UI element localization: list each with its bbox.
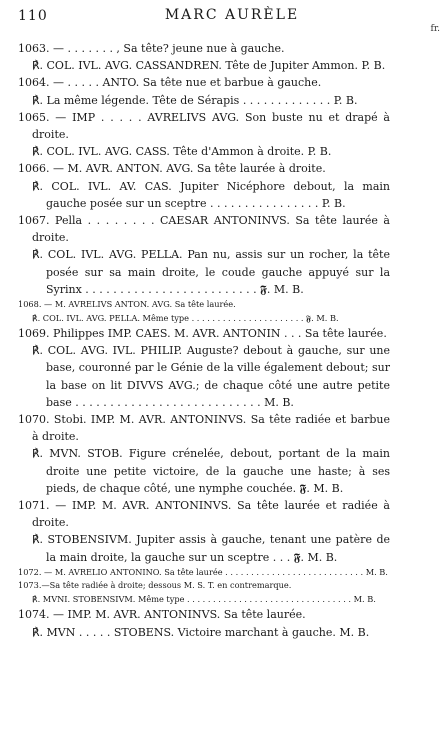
- catalogue-entries: [18, 40, 390, 641]
- reverse-description: ℟. La même légende. Tête de Sérapis . . . . . . . . . . . . . P. B.: [32, 93, 358, 107]
- reverse-description: ℟. MVN . . . . . STOBENS. Victoire marchant à gauche. M. B.: [32, 625, 370, 639]
- coin-entry: 1063. — . . . . . . . , Sa tête? jeune nue à gauche.: [18, 42, 285, 55]
- coin-entry: 1070. Stobi. IMP. M. AVR. ANTONINVS. Sa tête radiée et barbue à droite.: [18, 413, 390, 444]
- coin-entry: 1073.—Sa tête radiée à droite; dessous M. S. T. en contremarque.: [18, 580, 292, 591]
- coin-entry: 1069. Philippes IMP. CAES. M. AVR. ANTONIN . . . Sa tête laurée.: [18, 327, 387, 341]
- reverse-description: ℟. STOBENSIVM. Jupiter assis à gauche, tenant une patère de la main droite, la gauche sur un sceptre . . . 𝕱. M. B.: [32, 533, 390, 564]
- reverse-description: ℟. MVN. STOB. Figure crénelée, debout, portant de la main droite une petite victoire, de la gauche une haste; à ses pieds, de chaque côté, une nymphe couchée. 𝕱. M. B.: [32, 447, 390, 495]
- page-header: [18, 6, 446, 28]
- coin-entry: 1074. — IMP. M. AVR. ANTONINVS. Sa tête laurée.: [18, 608, 306, 622]
- coin-entry: 1064. — . . . . . ANTO. Sa tête nue et barbue à gauche.: [18, 76, 322, 90]
- coin-entry: 1067. Pella . . . . . . . . CAESAR ANTONINVS. Sa tête laurée à droite.: [18, 214, 390, 245]
- coin-entry: 1065. — IMP . . . . . AVRELIVS AVG. Son buste nu et drapé à droite.: [18, 110, 390, 142]
- reverse-description: ℟. COL. AVG. IVL. PHILIP. Auguste? debout à gauche, sur une base, couronné par le Génie de la ville également debout; sur la base on lit DIVVS AVG.; de chaque côté une autre petite base . . . . . . . . . . . . . . . . . . . . . . . . . . . M. B.: [32, 344, 390, 409]
- reverse-description: ℟. COL. IVL. AVG. PELLA. Pan nu, assis sur un rocher, la tête posée sur sa main droite, le coude gauche appuyé sur la Syrinx . . . . . . . . . . . . . . . . . . . . . . . . . 𝕱. M. B.: [32, 248, 390, 296]
- reverse-description: ℟. COL. IVL. AV. CAS. Jupiter Nicéphore debout, la main gauche posée sur un sceptre . . . . . . . . . . . . . . . . P. B.: [32, 179, 390, 210]
- running-title: MARC AURÈLE: [164, 7, 300, 23]
- coin-entry: 1066. — M. AVR. ANTON. AVG. Sa tête laurée à droite.: [18, 162, 326, 176]
- coin-entry: 1071. — IMP. M. AVR. ANTONINVS. Sa tête laurée et radiée à droite.: [18, 499, 390, 530]
- coin-entry: 1072. — M. AVRELIO ANTONINO. Sa tête laurée . . . . . . . . . . . . . . . . . . . . . . . . . . . M. B.: [18, 566, 388, 577]
- reverse-description: ℟. COL. IVL. AVG. CASSANDREN. Tête de Jupiter Ammon. P. B.: [32, 59, 386, 73]
- page-number: 110: [18, 8, 48, 24]
- reverse-description: ℟. MVNI. STOBENSIVM. Même type . . . . . . . . . . . . . . . . . . . . . . . . . . . . . . . . M. B.: [32, 593, 376, 604]
- coin-entry: 1068. — M. AVRELIVS ANTON. AVG. Sa tête laurée.: [18, 299, 236, 310]
- reverse-description: ℟. COL. IVL. AVG. PELLA. Même type . . . . . . . . . . . . . . . . . . . . . . 𝕱. M. B.: [32, 312, 339, 323]
- reverse-description: ℟. COL. IVL. AVG. CASS. Tête d'Ammon à droite. P. B.: [32, 145, 332, 159]
- margin-note: fr.: [430, 24, 440, 34]
